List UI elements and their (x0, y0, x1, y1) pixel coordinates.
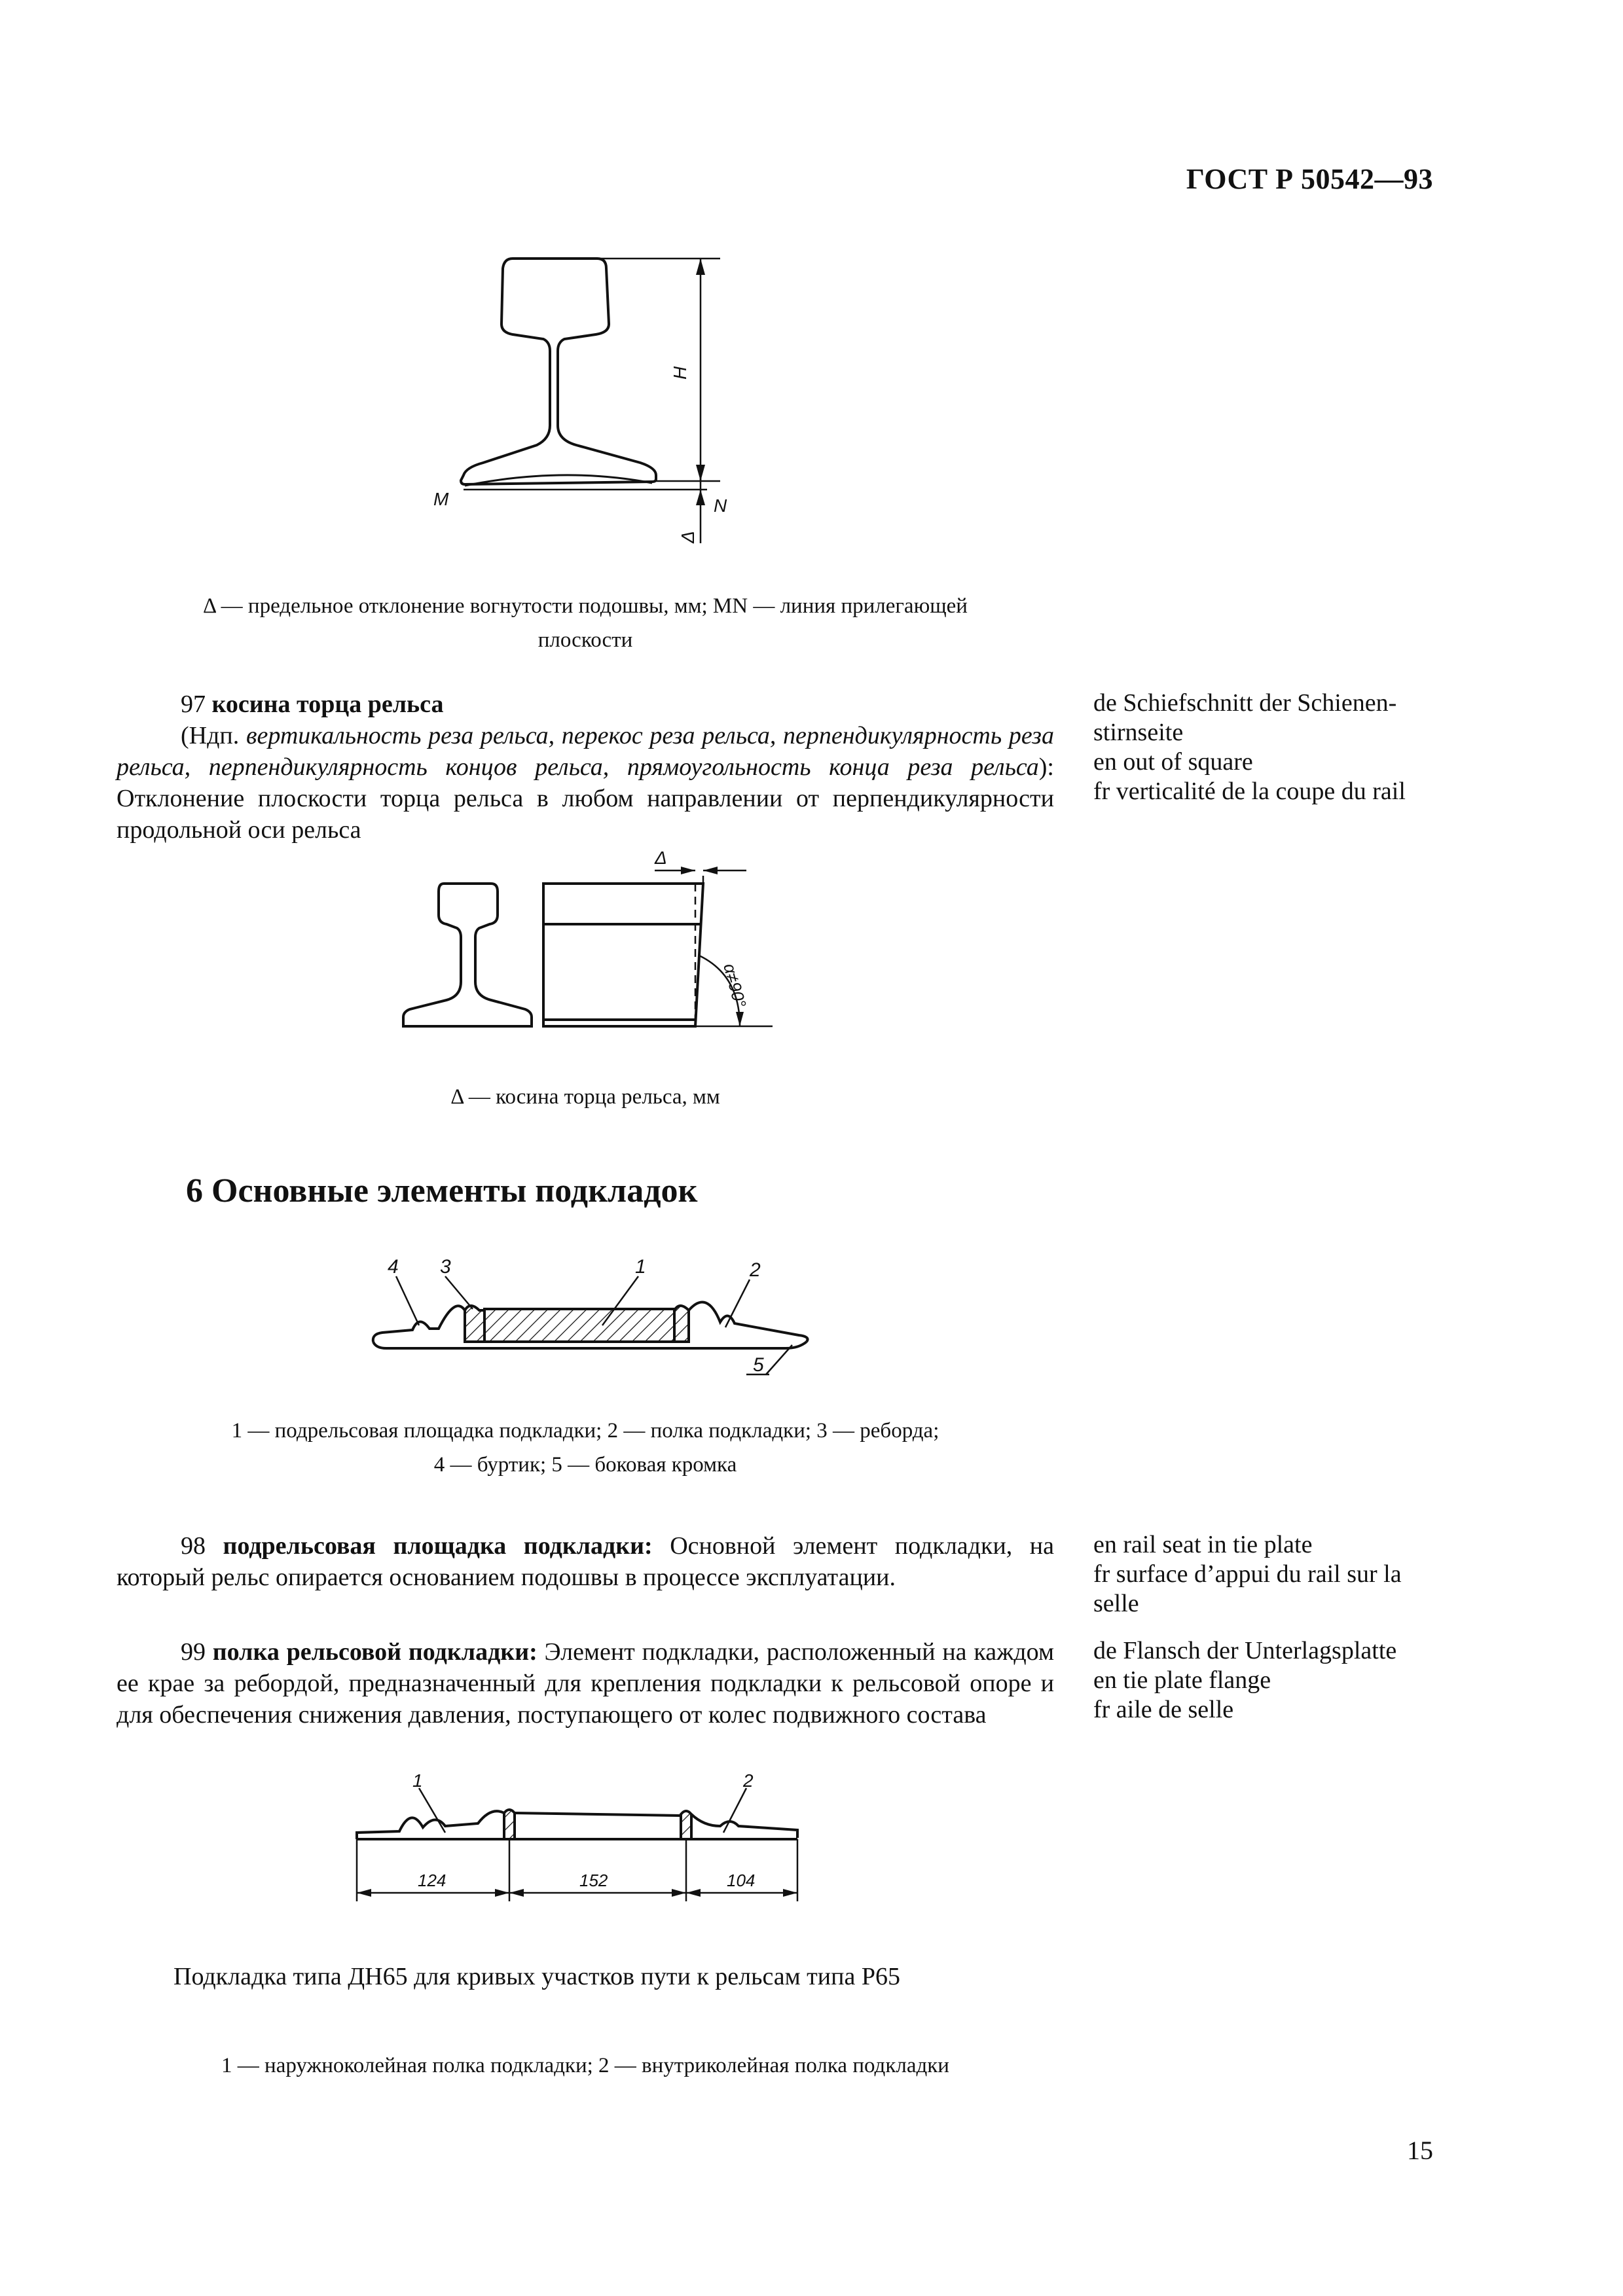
page-number: 15 (1407, 2136, 1433, 2165)
tie-plate-dn65-figure (347, 1767, 818, 1918)
height-label: H (670, 366, 690, 380)
label-4: 4 (388, 1256, 399, 1278)
term-98-definition: Основной элемент подкладки, на который рельс опирается основанием подошвы в процессе эксплуатации. (117, 1532, 1054, 1591)
term-98-title: подрельсовая площадка подкладки: (223, 1532, 653, 1560)
term-97-entry (117, 689, 1054, 846)
term-97-ndp-terms: вертикальность реза рельса, перекос реза рельса, перпендикулярность реза рельса, перпендикулярность концов рельса, прямоугольность конца реза рельса (117, 722, 1055, 781)
point-m-label: M (433, 489, 449, 509)
term-99-translations (1093, 1636, 1447, 1725)
point-n-label: N (714, 495, 727, 516)
term-98-entry (117, 1530, 1054, 1593)
figure4-title: Подкладка типа ДН65 для кривых участков пути к рельсам типа Р65 (173, 1963, 900, 1990)
label-2: 2 (750, 1259, 761, 1281)
figure1-caption-line2: плоскости (538, 628, 633, 652)
document-code: ГОСТ Р 50542—93 (1186, 163, 1433, 195)
dimension-124: 124 (418, 1871, 447, 1890)
section-title: 6 Основные элементы подкладок (186, 1172, 698, 1210)
term-99-definition: Элемент подкладки, расположенный на каждом ее крае за ребордой, предназначенный для крепления подкладки к рельсовой опоре и для обеспечения снижения давления, поступающего от колес подвижного состава (117, 1638, 1054, 1729)
delta-label: Δ (678, 531, 698, 543)
angle-label: α≠90° (720, 961, 750, 1010)
figure4-caption: 1 — наружноколейная полка подкладки; 2 — внутриколейная полка подкладки (221, 2054, 949, 2077)
term-98-translations (1093, 1530, 1447, 1619)
term-99-translation-text: de Flansch der Unterlagsplatte en tie plate flange fr aile de selle (1093, 1637, 1397, 1723)
term-99-title: полка рельсовой подкладки: (212, 1638, 538, 1666)
term-97-definition: ): Отклонение плоскости торца рельса в любом направлении от перпендикулярности продольной оси рельса (117, 753, 1054, 844)
term-97-title: косина торца рельса (211, 691, 444, 718)
label-5: 5 (753, 1354, 764, 1376)
figure3-caption (117, 1414, 1054, 1482)
figure1-caption-line1: Δ — предельное отклонение вогнутости подошвы, мм; MN — линия прилегающей (203, 594, 968, 618)
dimension-104: 104 (727, 1871, 756, 1890)
label-3: 3 (440, 1256, 451, 1278)
term-98-translation-text: en rail seat in tie plate fr surface d’appui du rail sur la selle (1093, 1531, 1402, 1617)
dimension-152: 152 (579, 1871, 608, 1890)
rail-profile-figure (419, 249, 786, 556)
label-1: 1 (635, 1256, 646, 1278)
term-99-number: 99 (181, 1638, 206, 1666)
rail-end-figure (393, 844, 812, 1060)
tie-plate-elements-figure (367, 1244, 825, 1394)
delta-label: Δ (655, 848, 667, 868)
term-97-ndp-prefix: (Ндп. (181, 722, 240, 749)
term-97-translation-text: de Schiefschnitt der Schienen- stirnseite en out of square fr verticalité de la coupe du rail (1093, 689, 1406, 805)
label-1: 1 (412, 1770, 423, 1791)
figure3-caption-line1: 1 — подрельсовая площадка подкладки; 2 — полка подкладки; 3 — реборда; (231, 1419, 939, 1443)
figure3-caption-line2: 4 — буртик; 5 — боковая кромка (433, 1453, 737, 1477)
label-2: 2 (743, 1770, 754, 1791)
term-97-number: 97 (181, 691, 206, 718)
figure2-caption: Δ — косина торца рельса, мм (450, 1085, 720, 1109)
term-98-number: 98 (181, 1532, 206, 1560)
figure1-caption (117, 589, 1054, 657)
term-97-translations (1093, 689, 1447, 806)
term-99-entry (117, 1636, 1054, 1731)
